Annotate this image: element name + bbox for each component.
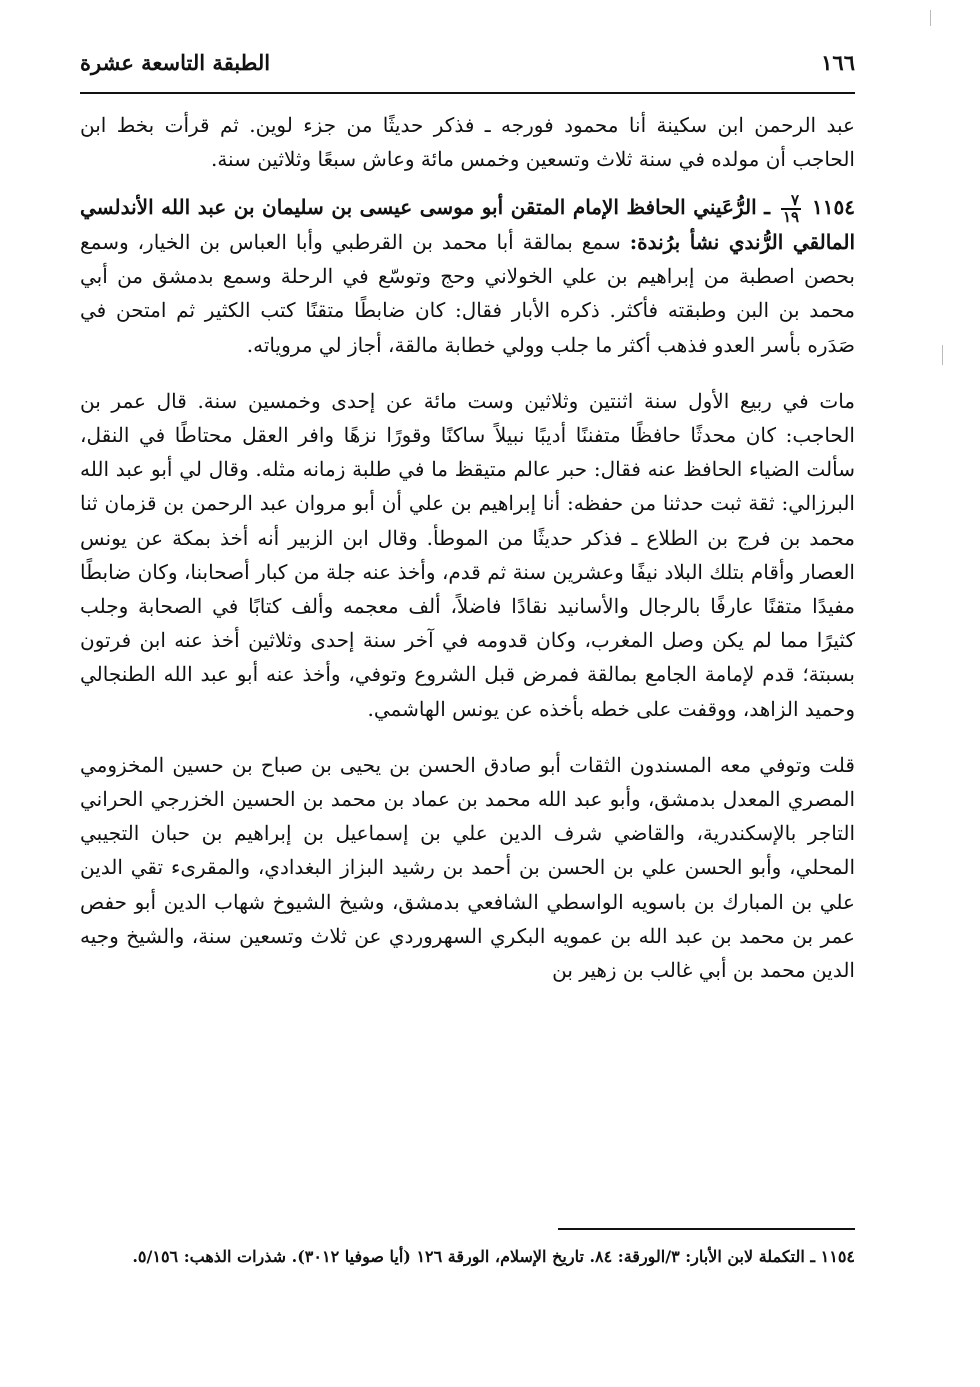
biography-entry — [80, 190, 855, 361]
footnote-divider — [558, 1228, 855, 1230]
paragraph-continuation: عبد الرحمن ابن سكينة أنا محمود فورجه ـ فذكر حديثًا من جزء لوين. ثم قرأت بخط ابن الحاجب أن مولده في سنة ثلاث وتسعين وخمس مائة وعاش سبعًا وثلاثين سنة. — [80, 113, 855, 172]
body-text — [80, 108, 855, 987]
chapter-title: الطبقة التاسعة عشرة — [80, 49, 271, 75]
entry-heading: ـ الرُّعَيني الحافظ الإمام المتقن أبو موسى عيسى بن سليمان بن عبد الله الأندلسي المالقي الرُّندي نشأ برُندة: — [80, 195, 856, 254]
paragraph-contemporaries: قلت وتوفي معه المسندون الثقات أبو صادق الحسن بن يحيى بن صباح بن حسين المخزومي المصري المعدل بدمشق، وأبو عبد الله محمد بن عماد بن محمد بن الحسين الخزرجي الحراني التاجر بالإسكندرية، والقاضي شرف الدين علي بن إسماعيل بن إبراهيم بن حبان التجيبي المحلي، وأبو الحسن علي بن الحسن بن أحمد بن رشيد البزاز البغدادي، والمقرىء تقي الدين علي بن المبارك بن باسويه الواسطي الشافعي بدمشق، وشيخ الشيوخ شهاب الدين أبو حفص عمر بن محمد بن عبد الله بن عمويه البكري السهروردي عن ثلاث وتسعين سنة، والشيخ وجيه الدين محمد بن أبي غالب بن زهير بن — [80, 752, 855, 982]
fraction-denominator: ١٩ — [782, 207, 800, 226]
scan-mark — [930, 10, 931, 26]
fraction-numerator: ٧ — [791, 190, 800, 209]
entry-text: سمع بمالقة أبا محمد بن القرطبي وأبا العباس بن الخيار، وسمع بحصن اصطبة من إبراهيم بن علي الخولاني وحج وتوسّع في الرحلة وسمع بدمشق من أبي محمد بن البن وطبقته فأكثر. ذكره الأبار فقال: كان ضابطًا متقنًا كتب الكثير ثم امتحن في صَدَره بأسر العدو فذهب أكثر ما جلب وولي خطابة مالقة، أجاز لي مروياته. — [80, 229, 855, 357]
header-divider — [80, 92, 855, 94]
paragraph-death: مات في ربيع الأول سنة اثنتين وثلاثين وست مائة عن إحدى وخمسين سنة. قال عمر بن الحاجب: كان محدثًا حافظًا متفننًا أديبًا نبيلاً ساكنًا وقورًا نزهًا وافر العقل محتاطًا في النقل، سألت الضياء الحافظ عنه فقال: حبر عالم متيقظ ما في طلبة زمانه مثله. وقال لي أبو عبد الله البرزالي: ثقة ثبت حدثنا من حفظه: أنا إبراهيم بن علي أن أبو مروان عبد الرحمن بن قزمان ثنا محمد بن فرج بن الطلاع ـ فذكر حديثًا من الموطأ. وقال ابن الزبير أنه أخذ بمكة عن يونس العصار وأقام بتلك البلاد نيفًا وعشرين سنة ثم قدم، وأخذ عنه جلة من كبار أصحابنا، وكان ضابطًا مفيدًا متقنًا عارفًا بالرجال والأسانيد نقادًا فاضلاً، ألف معجمه وألف كتابًا في الصحابة وجلب كثيرًا مما لم يكن وصل المغرب، وكان قدومه في آخر سنة إحدى وثلاثين أخذ عنه ابن فرتون بسبتة؛ قدم لإمامة الجامع بمالقة فمرض قبل الشروع وتوفي، وأخذ عنه أبو عبد الله الطنجالي وحميد الزاهد، ووقفت على خطه بأخذه عن يونس الهاشمي. — [80, 388, 855, 721]
page-header — [80, 44, 855, 80]
page-number: ١٦٦ — [821, 49, 855, 75]
entry-fraction — [781, 190, 801, 226]
scan-mark — [942, 345, 943, 365]
footnote: ١١٥٤ ـ التكملة لابن الأبار: ٣/الورقة: ٨٤. تاريخ الإسلام، الورقة ١٢٦ (أيا صوفيا ٣٠١٢). شذرات الذهب: ٥/١٥٦. — [132, 1247, 855, 1266]
entry-number: ١١٥٤ — [812, 195, 855, 220]
